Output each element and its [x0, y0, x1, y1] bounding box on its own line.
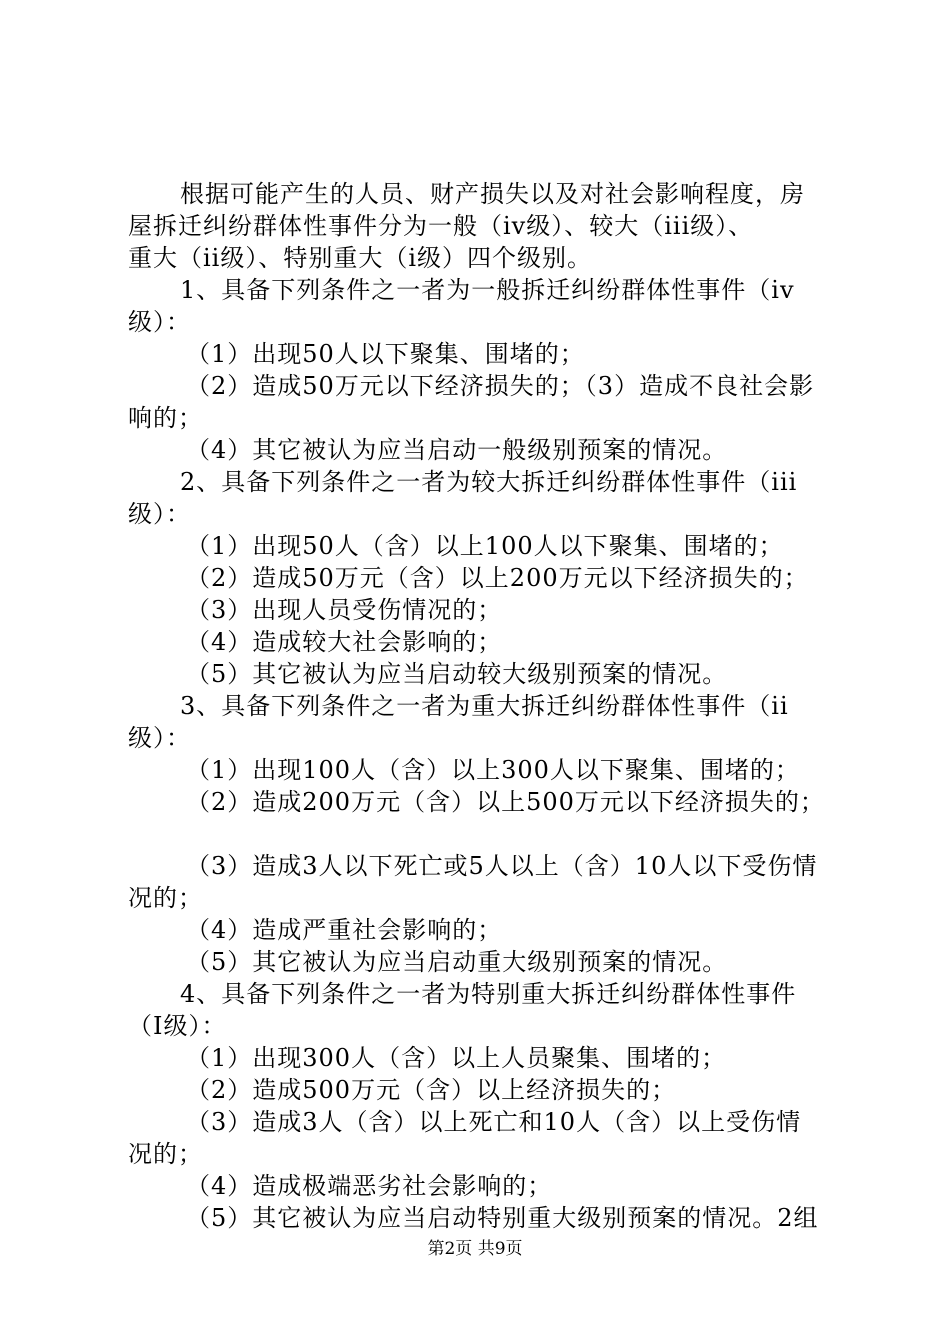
paragraph-line: （1）出现50人（含）以上100人以下聚集、围堵的；: [186, 532, 784, 560]
paragraph-line: （Ⅰ级）：: [128, 1012, 227, 1040]
paragraph-line: 重大（ii级）、特别重大（i级）四个级别。: [128, 244, 593, 272]
paragraph-line: 级）：: [128, 308, 191, 336]
page-number-footer: 第2页 共9页: [427, 1239, 523, 1259]
paragraph-line: 况的；: [128, 884, 203, 912]
paragraph-line: （2）造成50万元以下经济损失的；（3）造成不良社会影: [186, 372, 815, 400]
paragraph-line: （1）出现300人（含）以上人员聚集、围堵的；: [186, 1044, 727, 1072]
paragraph-line: 级）：: [128, 724, 191, 752]
paragraph-line: 2、具备下列条件之一者为较大拆迁纠纷群体性事件（iii: [180, 468, 798, 496]
paragraph-line: （5）其它被认为应当启动特别重大级别预案的情况。2组: [186, 1204, 819, 1232]
paragraph-line: （5）其它被认为应当启动较大级别预案的情况。: [186, 660, 728, 688]
paragraph-line: 响的；: [128, 404, 203, 432]
paragraph-line: （3）出现人员受伤情况的；: [186, 596, 503, 624]
paragraph-line: （1）出现100人（含）以上300人以下聚集、围堵的；: [186, 756, 800, 784]
paragraph-line: （4）造成严重社会影响的；: [186, 916, 503, 944]
paragraph-line: （4）造成较大社会影响的；: [186, 628, 503, 656]
paragraph-line: 4、具备下列条件之一者为特别重大拆迁纠纷群体性事件: [180, 980, 797, 1008]
paragraph-line: 况的；: [128, 1140, 203, 1168]
paragraph-line: （4）其它被认为应当启动一般级别预案的情况。: [186, 436, 728, 464]
paragraph-line: （3）造成3人以下死亡或5人以上（含）10人以下受伤情: [186, 852, 818, 880]
paragraph-line: （1）出现50人以下聚集、围堵的；: [186, 340, 585, 368]
paragraph-line: （3）造成3人（含）以上死亡和10人（含）以上受伤情: [186, 1108, 802, 1136]
paragraph-line: （4）造成极端恶劣社会影响的；: [186, 1172, 553, 1200]
paragraph-line: （2）造成500万元（含）以上经济损失的；: [186, 1076, 677, 1104]
paragraph-line: （2）造成50万元（含）以上200万元以下经济损失的；: [186, 564, 809, 592]
paragraph-line: （2）造成200万元（含）以上500万元以下经济损失的；: [186, 788, 825, 816]
paragraph-line: 3、具备下列条件之一者为重大拆迁纠纷群体性事件（ii: [180, 692, 789, 720]
paragraph-line: 根据可能产生的人员、财产损失以及对社会影响程度，房: [180, 180, 805, 208]
paragraph-line: 1、具备下列条件之一者为一般拆迁纠纷群体性事件（iv: [180, 276, 795, 304]
paragraph-line: 级）：: [128, 500, 191, 528]
paragraph-line: （5）其它被认为应当启动重大级别预案的情况。: [186, 948, 728, 976]
paragraph-line: 屋拆迁纠纷群体性事件分为一般（iv级）、较大（iii级）、: [128, 212, 754, 240]
